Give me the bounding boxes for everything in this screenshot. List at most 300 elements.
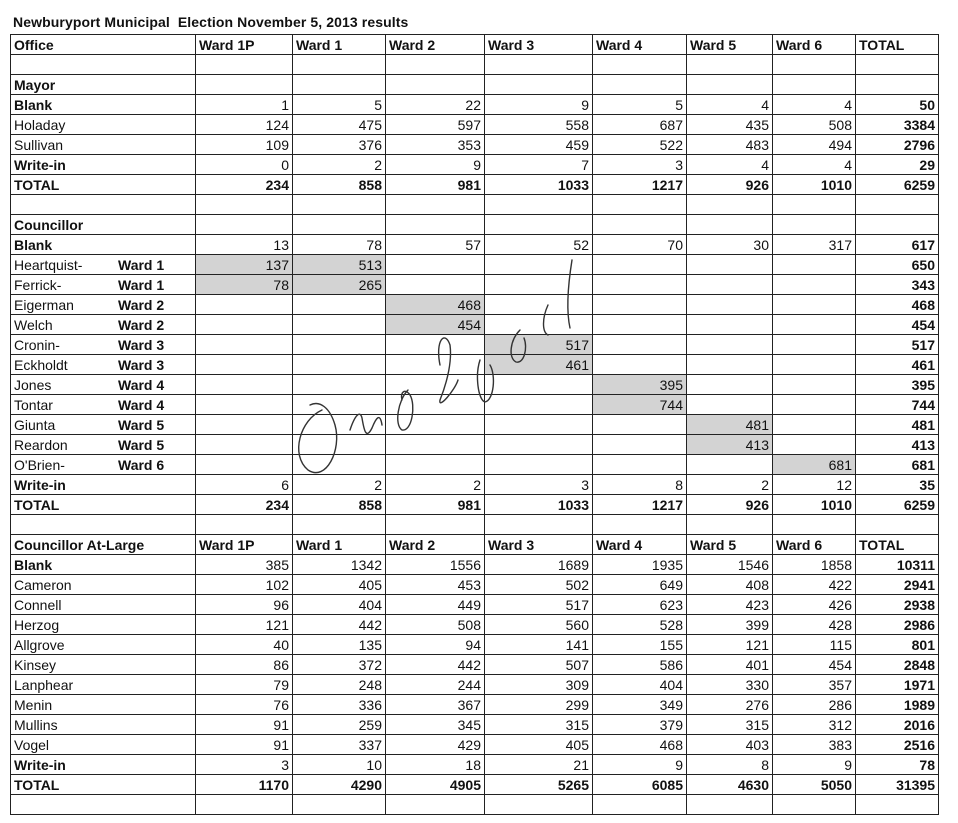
empty-cell — [687, 215, 773, 235]
row-label: Write-in — [11, 475, 196, 495]
table-row — [11, 155, 939, 175]
value-cell: 408 — [687, 575, 773, 595]
value-cell: 135 — [293, 635, 386, 655]
value-cell — [485, 255, 593, 275]
value-cell: 2 — [386, 475, 485, 495]
value-cell — [773, 275, 856, 295]
value-cell — [593, 295, 687, 315]
value-cell — [593, 455, 687, 475]
value-cell: 1689 — [485, 555, 593, 575]
value-cell: 0 — [196, 155, 293, 175]
column-header: Ward 1P — [196, 35, 293, 55]
candidate-ward: Ward 5 — [118, 416, 165, 433]
value-cell: 2 — [293, 475, 386, 495]
value-cell: 4290 — [293, 775, 386, 795]
candidate-name: Giunta — [14, 416, 56, 433]
value-cell: 141 — [485, 635, 593, 655]
empty-cell — [196, 515, 293, 535]
value-cell: 121 — [687, 635, 773, 655]
value-cell: 337 — [293, 735, 386, 755]
candidate-ward: Ward 2 — [118, 316, 165, 333]
total-cell: 3384 — [856, 115, 939, 135]
value-cell: 315 — [485, 715, 593, 735]
row-label: Sullivan — [11, 135, 196, 155]
table-row — [11, 595, 939, 615]
candidate-name: Eckholdt — [14, 356, 68, 373]
value-cell: 858 — [293, 495, 386, 515]
value-cell: 5 — [593, 95, 687, 115]
total-cell: 650 — [856, 255, 939, 275]
total-cell: 413 — [856, 435, 939, 455]
row-label: Vogel — [11, 735, 196, 755]
value-cell: 367 — [386, 695, 485, 715]
value-cell: 399 — [687, 615, 773, 635]
value-cell: 468 — [386, 295, 485, 315]
value-cell: 78 — [196, 275, 293, 295]
value-cell — [773, 255, 856, 275]
value-cell: 926 — [687, 495, 773, 515]
column-header: Ward 6 — [773, 535, 856, 555]
total-cell: 343 — [856, 275, 939, 295]
total-cell: 6259 — [856, 175, 939, 195]
column-header: Office — [11, 35, 196, 55]
candidate-row — [11, 375, 939, 395]
column-header: TOTAL — [856, 35, 939, 55]
value-cell: 454 — [386, 315, 485, 335]
value-cell — [293, 355, 386, 375]
value-cell — [386, 335, 485, 355]
value-cell — [687, 275, 773, 295]
value-cell: 330 — [687, 675, 773, 695]
table-row — [11, 235, 939, 255]
value-cell: 376 — [293, 135, 386, 155]
empty-cell — [687, 195, 773, 215]
empty-cell — [856, 55, 939, 75]
value-cell — [485, 415, 593, 435]
value-cell — [773, 375, 856, 395]
candidate-name: Welch — [14, 316, 53, 333]
column-header: TOTAL — [856, 535, 939, 555]
value-cell: 401 — [687, 655, 773, 675]
value-cell: 94 — [386, 635, 485, 655]
candidate-label — [11, 275, 196, 295]
total-cell: 481 — [856, 415, 939, 435]
value-cell: 428 — [773, 615, 856, 635]
value-cell: 78 — [293, 235, 386, 255]
column-header: Ward 3 — [485, 535, 593, 555]
value-cell: 1556 — [386, 555, 485, 575]
total-cell: 2941 — [856, 575, 939, 595]
value-cell — [687, 315, 773, 335]
value-cell: 1010 — [773, 495, 856, 515]
empty-cell — [293, 195, 386, 215]
value-cell — [196, 395, 293, 415]
value-cell: 403 — [687, 735, 773, 755]
empty-cell — [386, 215, 485, 235]
value-cell — [293, 395, 386, 415]
value-cell: 528 — [593, 615, 687, 635]
total-cell: 395 — [856, 375, 939, 395]
value-cell: 79 — [196, 675, 293, 695]
candidate-row — [11, 275, 939, 295]
section-heading-row — [11, 535, 939, 555]
total-cell: 468 — [856, 295, 939, 315]
empty-cell — [593, 195, 687, 215]
value-cell: 6085 — [593, 775, 687, 795]
total-cell: 454 — [856, 315, 939, 335]
value-cell: 21 — [485, 755, 593, 775]
value-cell: 1546 — [687, 555, 773, 575]
table-row — [11, 715, 939, 735]
row-label: TOTAL — [11, 775, 196, 795]
empty-cell — [293, 75, 386, 95]
empty-cell — [293, 515, 386, 535]
value-cell — [687, 335, 773, 355]
candidate-label — [11, 315, 196, 335]
value-cell: 508 — [386, 615, 485, 635]
empty-cell — [485, 75, 593, 95]
results-table — [10, 34, 939, 815]
candidate-name: Jones — [14, 376, 52, 393]
value-cell: 9 — [593, 755, 687, 775]
value-cell: 4630 — [687, 775, 773, 795]
total-cell: 681 — [856, 455, 939, 475]
section-heading: Councillor — [11, 215, 196, 235]
value-cell: 96 — [196, 595, 293, 615]
value-cell: 1170 — [196, 775, 293, 795]
value-cell — [593, 415, 687, 435]
value-cell — [485, 435, 593, 455]
value-cell: 124 — [196, 115, 293, 135]
value-cell: 259 — [293, 715, 386, 735]
value-cell — [196, 315, 293, 335]
candidate-label — [11, 375, 196, 395]
value-cell — [485, 395, 593, 415]
value-cell: 483 — [687, 135, 773, 155]
total-cell: 744 — [856, 395, 939, 415]
value-cell: 7 — [485, 155, 593, 175]
value-cell: 2 — [687, 475, 773, 495]
empty-cell — [856, 75, 939, 95]
row-label: TOTAL — [11, 175, 196, 195]
value-cell: 234 — [196, 175, 293, 195]
total-cell: 2016 — [856, 715, 939, 735]
value-cell: 315 — [687, 715, 773, 735]
value-cell: 586 — [593, 655, 687, 675]
value-cell: 405 — [293, 575, 386, 595]
empty-cell — [687, 75, 773, 95]
empty-cell — [386, 795, 485, 815]
value-cell — [386, 395, 485, 415]
candidate-row — [11, 415, 939, 435]
row-label: Allgrove — [11, 635, 196, 655]
row-label: Menin — [11, 695, 196, 715]
value-cell — [293, 295, 386, 315]
empty-cell — [196, 195, 293, 215]
candidate-row — [11, 355, 939, 375]
page-title: Newburyport Municipal Election November 5, 2013 results — [13, 14, 409, 30]
empty-cell — [485, 215, 593, 235]
value-cell — [773, 295, 856, 315]
value-cell: 244 — [386, 675, 485, 695]
value-cell — [386, 435, 485, 455]
row-label: Write-in — [11, 755, 196, 775]
table-row — [11, 755, 939, 775]
value-cell: 9 — [773, 755, 856, 775]
candidate-ward: Ward 6 — [118, 456, 165, 473]
value-cell: 1935 — [593, 555, 687, 575]
table-row — [11, 775, 939, 795]
candidate-row — [11, 255, 939, 275]
value-cell — [485, 455, 593, 475]
row-label: Mullins — [11, 715, 196, 735]
spacer-row — [11, 795, 939, 815]
value-cell: 461 — [485, 355, 593, 375]
value-cell: 517 — [485, 595, 593, 615]
candidate-name: Heartquist- — [14, 256, 83, 273]
empty-cell — [293, 215, 386, 235]
candidate-label — [11, 435, 196, 455]
value-cell: 1033 — [485, 175, 593, 195]
value-cell — [593, 255, 687, 275]
value-cell: 623 — [593, 595, 687, 615]
value-cell — [196, 455, 293, 475]
value-cell — [773, 315, 856, 335]
column-header: Ward 2 — [386, 535, 485, 555]
empty-cell — [593, 795, 687, 815]
value-cell: 481 — [687, 415, 773, 435]
candidate-label — [11, 295, 196, 315]
column-header: Ward 4 — [593, 35, 687, 55]
row-label: Blank — [11, 555, 196, 575]
value-cell — [687, 255, 773, 275]
spacer-row — [11, 515, 939, 535]
value-cell — [386, 275, 485, 295]
candidate-label — [11, 415, 196, 435]
value-cell — [293, 415, 386, 435]
candidate-ward: Ward 1 — [118, 276, 165, 293]
value-cell — [687, 455, 773, 475]
value-cell: 70 — [593, 235, 687, 255]
value-cell: 404 — [593, 675, 687, 695]
value-cell: 442 — [386, 655, 485, 675]
value-cell: 9 — [386, 155, 485, 175]
row-label: Cameron — [11, 575, 196, 595]
candidate-name: O'Brien- — [14, 456, 65, 473]
value-cell: 926 — [687, 175, 773, 195]
empty-cell — [773, 215, 856, 235]
candidate-ward: Ward 2 — [118, 296, 165, 313]
value-cell: 12 — [773, 475, 856, 495]
value-cell: 508 — [773, 115, 856, 135]
value-cell: 234 — [196, 495, 293, 515]
value-cell — [687, 295, 773, 315]
value-cell — [196, 415, 293, 435]
total-cell: 2938 — [856, 595, 939, 615]
empty-cell — [856, 215, 939, 235]
value-cell — [196, 355, 293, 375]
section-heading: Mayor — [11, 75, 196, 95]
empty-cell — [293, 795, 386, 815]
value-cell: 299 — [485, 695, 593, 715]
value-cell: 13 — [196, 235, 293, 255]
value-cell: 30 — [687, 235, 773, 255]
value-cell — [773, 435, 856, 455]
table-row — [11, 735, 939, 755]
total-cell: 461 — [856, 355, 939, 375]
table-row — [11, 675, 939, 695]
empty-cell — [386, 55, 485, 75]
total-cell: 2986 — [856, 615, 939, 635]
value-cell: 1010 — [773, 175, 856, 195]
spacer-row — [11, 55, 939, 75]
column-header: Ward 1P — [196, 535, 293, 555]
value-cell — [386, 355, 485, 375]
value-cell: 858 — [293, 175, 386, 195]
empty-cell — [773, 75, 856, 95]
value-cell — [485, 375, 593, 395]
value-cell: 317 — [773, 235, 856, 255]
value-cell — [196, 435, 293, 455]
value-cell: 6 — [196, 475, 293, 495]
table-row — [11, 555, 939, 575]
value-cell — [293, 315, 386, 335]
value-cell: 137 — [196, 255, 293, 275]
value-cell: 309 — [485, 675, 593, 695]
candidate-label — [11, 355, 196, 375]
value-cell — [386, 455, 485, 475]
value-cell: 372 — [293, 655, 386, 675]
candidate-name: Tontar — [14, 396, 53, 413]
total-cell: 6259 — [856, 495, 939, 515]
candidate-name: Reardon — [14, 436, 68, 453]
candidate-row — [11, 315, 939, 335]
value-cell — [773, 335, 856, 355]
candidate-name: Cronin- — [14, 336, 60, 353]
value-cell: 5265 — [485, 775, 593, 795]
empty-cell — [11, 515, 196, 535]
value-cell: 681 — [773, 455, 856, 475]
value-cell — [485, 275, 593, 295]
value-cell: 4905 — [386, 775, 485, 795]
value-cell: 395 — [593, 375, 687, 395]
column-header: Ward 4 — [593, 535, 687, 555]
value-cell: 405 — [485, 735, 593, 755]
section-heading-row — [11, 75, 939, 95]
value-cell — [196, 335, 293, 355]
empty-cell — [593, 55, 687, 75]
value-cell: 248 — [293, 675, 386, 695]
value-cell — [773, 395, 856, 415]
value-cell: 1 — [196, 95, 293, 115]
candidate-name: Eigerman — [14, 296, 74, 313]
value-cell: 449 — [386, 595, 485, 615]
value-cell: 9 — [485, 95, 593, 115]
table-row — [11, 575, 939, 595]
value-cell: 429 — [386, 735, 485, 755]
value-cell: 560 — [485, 615, 593, 635]
empty-cell — [593, 215, 687, 235]
candidate-ward: Ward 3 — [118, 356, 165, 373]
value-cell — [687, 375, 773, 395]
empty-cell — [11, 55, 196, 75]
value-cell: 459 — [485, 135, 593, 155]
total-cell: 50 — [856, 95, 939, 115]
empty-cell — [856, 195, 939, 215]
total-cell: 801 — [856, 635, 939, 655]
total-cell: 517 — [856, 335, 939, 355]
empty-cell — [773, 515, 856, 535]
empty-cell — [593, 75, 687, 95]
empty-cell — [485, 195, 593, 215]
value-cell: 1342 — [293, 555, 386, 575]
row-label: Write-in — [11, 155, 196, 175]
value-cell: 2 — [293, 155, 386, 175]
value-cell — [593, 355, 687, 375]
value-cell: 115 — [773, 635, 856, 655]
empty-cell — [485, 55, 593, 75]
candidate-ward: Ward 4 — [118, 376, 165, 393]
value-cell: 502 — [485, 575, 593, 595]
value-cell: 345 — [386, 715, 485, 735]
value-cell: 1033 — [485, 495, 593, 515]
value-cell: 687 — [593, 115, 687, 135]
candidate-label — [11, 255, 196, 275]
column-header: Ward 5 — [687, 535, 773, 555]
value-cell: 312 — [773, 715, 856, 735]
value-cell: 4 — [773, 155, 856, 175]
empty-cell — [687, 515, 773, 535]
total-cell: 29 — [856, 155, 939, 175]
candidate-ward: Ward 4 — [118, 396, 165, 413]
total-cell: 35 — [856, 475, 939, 495]
value-cell: 422 — [773, 575, 856, 595]
value-cell — [386, 255, 485, 275]
value-cell: 442 — [293, 615, 386, 635]
row-label: Herzog — [11, 615, 196, 635]
candidate-row — [11, 455, 939, 475]
value-cell — [485, 315, 593, 335]
value-cell: 558 — [485, 115, 593, 135]
empty-cell — [773, 55, 856, 75]
value-cell — [687, 395, 773, 415]
value-cell: 981 — [386, 175, 485, 195]
value-cell: 453 — [386, 575, 485, 595]
value-cell: 357 — [773, 675, 856, 695]
row-label: Connell — [11, 595, 196, 615]
empty-cell — [687, 795, 773, 815]
value-cell — [196, 295, 293, 315]
total-cell: 2516 — [856, 735, 939, 755]
value-cell: 102 — [196, 575, 293, 595]
value-cell: 10 — [293, 755, 386, 775]
empty-cell — [485, 795, 593, 815]
value-cell: 4 — [773, 95, 856, 115]
value-cell: 336 — [293, 695, 386, 715]
value-cell — [196, 375, 293, 395]
value-cell: 404 — [293, 595, 386, 615]
section-heading-row — [11, 215, 939, 235]
empty-cell — [773, 195, 856, 215]
value-cell: 507 — [485, 655, 593, 675]
value-cell: 3 — [593, 155, 687, 175]
value-cell: 517 — [485, 335, 593, 355]
table-row — [11, 95, 939, 115]
table-row — [11, 175, 939, 195]
value-cell — [593, 315, 687, 335]
total-cell: 1971 — [856, 675, 939, 695]
empty-cell — [485, 515, 593, 535]
